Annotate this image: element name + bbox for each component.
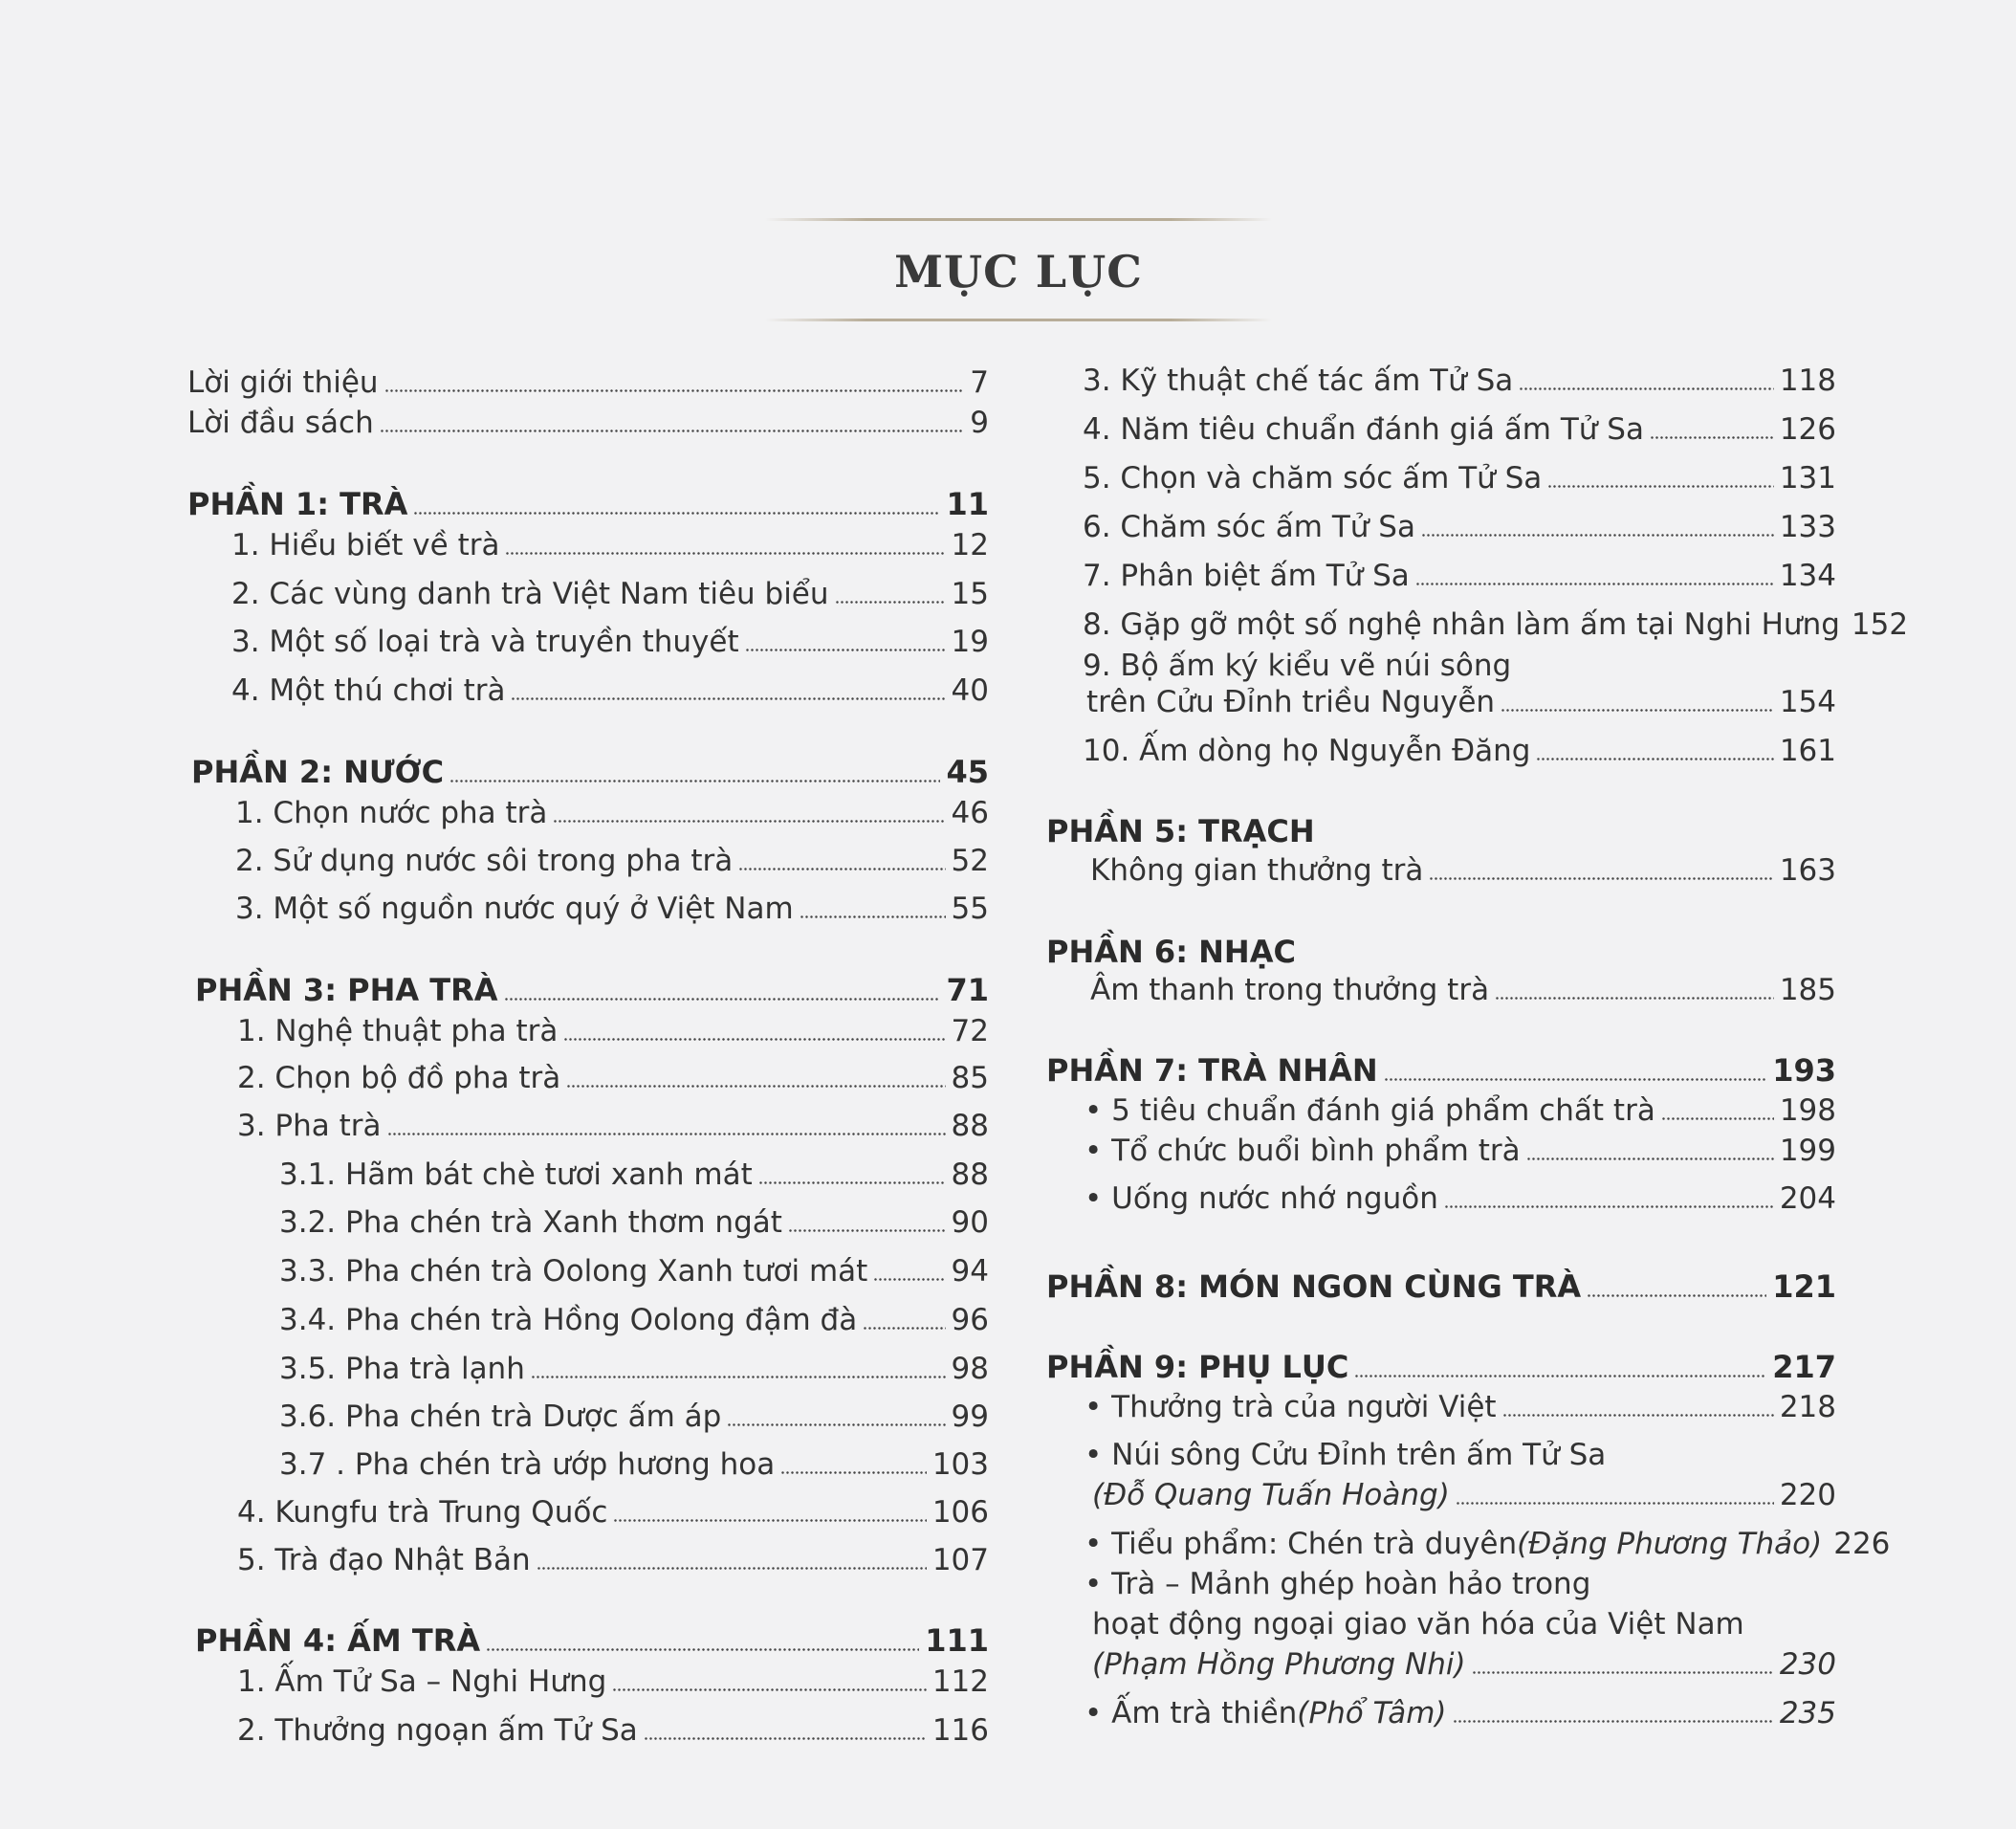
toc-entry[interactable] <box>187 365 989 400</box>
toc-entry[interactable] <box>1083 734 1836 768</box>
toc-page: 134 <box>1779 559 1836 593</box>
leader-dots <box>387 1133 946 1135</box>
toc-label: 10. Ấm dòng họ Nguyễn Đăng <box>1083 734 1531 768</box>
leader-dots <box>1453 1720 1774 1723</box>
toc-entry[interactable] <box>1083 559 1836 593</box>
toc-label: 6. Chăm sóc ấm Tử Sa <box>1083 510 1415 544</box>
leader-dots <box>1502 1414 1774 1417</box>
toc-entry[interactable] <box>187 406 989 440</box>
leader-dots <box>537 1567 927 1570</box>
title-block <box>765 218 1272 321</box>
toc-label: 3.5. Pha trà lạnh <box>279 1352 525 1386</box>
toc-label: 1. Ấm Tử Sa – Nghi Hưng <box>237 1664 607 1699</box>
toc-page: 94 <box>951 1254 989 1289</box>
toc-entry[interactable] <box>279 1205 989 1240</box>
toc-entry[interactable] <box>235 796 989 830</box>
toc-label: PHẦN 3: PHA TRÀ <box>195 972 498 1008</box>
toc-entry[interactable] <box>231 528 989 562</box>
toc-entry[interactable] <box>1085 1390 1836 1424</box>
toc-page: 11 <box>946 486 989 522</box>
toc-label: 3.1. Hãm bát chè tươi xanh mát <box>279 1157 753 1192</box>
toc-label: Lời giới thiệu <box>187 365 379 400</box>
toc-entry[interactable] <box>1083 412 1836 447</box>
toc-entry[interactable] <box>237 1664 989 1699</box>
leader-dots <box>504 998 941 1001</box>
leader-dots <box>1444 1205 1774 1208</box>
toc-label: 9. Bộ ấm ký kiểu vẽ núi sông <box>1083 649 1512 683</box>
toc-label: PHẦN 1: TRÀ <box>187 486 408 522</box>
toc-page: 185 <box>1779 973 1836 1007</box>
toc-label: 3.2. Pha chén trà Xanh thơm ngát <box>279 1205 782 1240</box>
toc-page: 163 <box>1779 853 1836 888</box>
toc-author: (Phổ Tâm) <box>1297 1696 1447 1730</box>
toc-entry[interactable] <box>1090 853 1836 888</box>
leader-dots <box>1587 1294 1766 1297</box>
toc-label: 5. Chọn và chăm sóc ấm Tử Sa <box>1083 461 1543 496</box>
leader-dots <box>758 1181 946 1184</box>
toc-page: 40 <box>951 673 989 708</box>
leader-dots <box>738 868 945 870</box>
toc-page: 112 <box>931 1664 989 1699</box>
toc-label: (Phạm Hồng Phương Nhi) <box>1092 1647 1466 1682</box>
toc-page: 106 <box>931 1495 989 1530</box>
toc-page: 133 <box>1779 510 1836 544</box>
title-rule-bottom <box>765 319 1272 321</box>
leader-dots <box>613 1519 926 1522</box>
leader-dots <box>566 1085 945 1088</box>
toc-page: 88 <box>951 1157 989 1192</box>
toc-entry[interactable] <box>231 577 989 611</box>
toc-page: 88 <box>951 1109 989 1143</box>
toc-label: 3.7 . Pha chén trà ướp hương hoa <box>279 1447 776 1482</box>
toc-part-heading[interactable] <box>195 1622 989 1659</box>
toc-label: PHẦN 4: ẤM TRÀ <box>195 1622 481 1659</box>
toc-label: 3. Pha trà <box>237 1109 382 1143</box>
leader-dots <box>1456 1502 1774 1505</box>
leader-dots <box>1415 583 1774 585</box>
toc-entry[interactable] <box>231 625 989 659</box>
toc-label: • Tiểu phẩm: Chén trà duyên <box>1085 1527 1518 1561</box>
toc-page: 71 <box>946 972 989 1008</box>
toc-page: 107 <box>931 1543 989 1577</box>
toc-entry[interactable] <box>1085 1093 1836 1128</box>
toc-entry[interactable] <box>235 844 989 878</box>
toc-page: 103 <box>931 1447 989 1482</box>
toc-page: 161 <box>1779 734 1836 768</box>
leader-dots <box>612 1688 927 1691</box>
toc-label: 2. Sử dụng nước sôi trong pha trà <box>235 844 734 878</box>
leader-dots <box>1429 877 1773 880</box>
toc-label: 3.4. Pha chén trà Hồng Oolong đậm đà <box>279 1303 858 1337</box>
toc-page: 72 <box>951 1014 989 1048</box>
leader-dots <box>1384 1078 1767 1081</box>
toc-page: 126 <box>1779 412 1836 447</box>
toc-label: • 5 tiêu chuẩn đánh giá phẩm chất trà <box>1085 1093 1655 1128</box>
toc-page: 99 <box>951 1399 989 1434</box>
toc-label: hoạt động ngoại giao văn hóa của Việt Nam <box>1092 1607 1744 1642</box>
toc-page: 55 <box>951 892 989 926</box>
toc-page: 9 <box>970 406 989 440</box>
toc-label: 2. Thưởng ngoạn ấm Tử Sa <box>237 1713 638 1748</box>
toc-page: 217 <box>1772 1349 1836 1385</box>
leader-dots <box>511 697 945 700</box>
leader-dots <box>1501 709 1774 712</box>
toc-entry[interactable] <box>279 1254 989 1289</box>
toc-entry[interactable] <box>1083 510 1836 544</box>
toc-label: PHẦN 9: PHỤ LỤC <box>1046 1349 1349 1385</box>
toc-entry[interactable] <box>237 1061 989 1095</box>
leader-dots <box>1547 485 1774 488</box>
toc-entry[interactable] <box>279 1399 989 1434</box>
toc-entry[interactable] <box>1092 1647 1836 1682</box>
toc-part-heading[interactable] <box>1046 1349 1836 1385</box>
toc-label: PHẦN 8: MÓN NGON CÙNG TRÀ <box>1046 1268 1582 1305</box>
toc-label: PHẦN 7: TRÀ NHÂN <box>1046 1052 1378 1089</box>
toc-page: 152 <box>1851 607 1909 642</box>
leader-dots <box>1519 387 1774 390</box>
toc-entry[interactable] <box>279 1447 989 1482</box>
leader-dots <box>449 780 940 782</box>
toc-page: 235 <box>1779 1696 1836 1730</box>
toc-page: 85 <box>951 1061 989 1095</box>
toc-part-heading[interactable] <box>1046 1268 1836 1305</box>
toc-part-heading[interactable] <box>1046 1052 1836 1089</box>
leader-dots <box>413 512 940 515</box>
toc-page: 15 <box>951 577 989 611</box>
toc-label: 3. Một số nguồn nước quý ở Việt Nam <box>235 892 794 926</box>
toc-entry[interactable] <box>279 1352 989 1386</box>
toc-label: 2. Chọn bộ đồ pha trà <box>237 1061 561 1095</box>
leader-dots <box>644 1737 927 1740</box>
toc-page: 204 <box>1779 1181 1836 1216</box>
toc-page: 198 <box>1779 1093 1836 1128</box>
leader-dots <box>384 389 965 392</box>
toc-label: • Ấm trà thiền <box>1085 1696 1298 1730</box>
toc-entry[interactable] <box>237 1109 989 1143</box>
leader-dots <box>727 1423 945 1426</box>
leader-dots <box>486 1648 919 1651</box>
toc-label: PHẦN 2: NƯỚC <box>191 754 445 790</box>
toc-page: 7 <box>970 365 989 400</box>
toc-entry[interactable] <box>1085 1696 1836 1730</box>
toc-page: 45 <box>946 754 989 790</box>
toc-entry[interactable] <box>1086 685 1836 719</box>
leader-dots <box>1661 1117 1774 1120</box>
toc-label: trên Cửu Đỉnh triều Nguyễn <box>1086 685 1496 719</box>
leader-dots <box>1472 1671 1774 1674</box>
toc-label: 7. Phân biệt ấm Tử Sa <box>1083 559 1410 593</box>
leader-dots <box>563 1038 945 1041</box>
leader-dots <box>380 430 965 432</box>
toc-label: Không gian thưởng trà <box>1090 853 1424 888</box>
toc-label: 1. Nghệ thuật pha trà <box>237 1014 559 1048</box>
toc-page: 52 <box>951 844 989 878</box>
leader-dots <box>863 1327 945 1330</box>
toc-label: 3.6. Pha chén trà Dược ấm áp <box>279 1399 722 1434</box>
toc-label: 4. Kungfu trà Trung Quốc <box>237 1495 608 1530</box>
toc-label: 4. Năm tiêu chuẩn đánh giá ấm Tử Sa <box>1083 412 1644 447</box>
leader-dots <box>835 601 946 604</box>
leader-dots <box>780 1471 927 1474</box>
toc-label: • Trà – Mảnh ghép hoàn hảo trong <box>1085 1567 1591 1601</box>
toc-label: 8. Gặp gỡ một số nghệ nhân làm ấm tại Nghi Hưng <box>1083 607 1840 642</box>
toc-label: • Thưởng trà của người Việt <box>1085 1390 1497 1424</box>
toc-entry[interactable] <box>237 1713 989 1748</box>
toc-entry[interactable] <box>237 1495 989 1530</box>
leader-dots <box>1495 997 1774 1000</box>
toc-author: (Đặng Phương Thảo) <box>1517 1527 1823 1561</box>
toc-page: 230 <box>1779 1647 1836 1682</box>
toc-page: 98 <box>951 1352 989 1386</box>
toc-label: • Núi sông Cửu Đỉnh trên ấm Tử Sa <box>1085 1438 1607 1472</box>
toc-label: • Uống nước nhớ nguồn <box>1085 1181 1438 1216</box>
toc-page: 199 <box>1779 1134 1836 1168</box>
toc-label: 1. Chọn nước pha trà <box>235 796 548 830</box>
toc-part-heading[interactable]: PHẦN 6: NHẠC <box>1046 934 1296 970</box>
leader-dots <box>800 915 946 918</box>
toc-entry[interactable] <box>1085 1181 1836 1216</box>
toc-entry[interactable] <box>1085 1527 1891 1561</box>
toc-label: • Tổ chức buổi bình phẩm trà <box>1085 1134 1521 1168</box>
toc-part-heading[interactable] <box>195 972 989 1008</box>
toc-part-heading[interactable] <box>191 754 989 790</box>
toc-page: 96 <box>951 1303 989 1337</box>
toc-page: 12 <box>951 528 989 562</box>
toc-entry[interactable] <box>231 673 989 708</box>
leader-dots <box>1536 758 1773 760</box>
toc-label: 3. Một số loại trà và truyền thuyết <box>231 625 739 659</box>
toc-page: 46 <box>951 796 989 830</box>
toc-page: 111 <box>925 1622 989 1659</box>
toc-label: 5. Trà đạo Nhật Bản <box>237 1543 531 1577</box>
leader-dots <box>505 552 945 555</box>
toc-page: 19 <box>951 625 989 659</box>
toc-page: 116 <box>931 1713 989 1748</box>
toc-page: 218 <box>1779 1390 1836 1424</box>
toc-page: 220 <box>1779 1478 1836 1512</box>
toc-label: 1. Hiểu biết về trà <box>231 528 500 562</box>
toc-entry[interactable] <box>1083 461 1836 496</box>
toc-label: (Đỗ Quang Tuấn Hoàng) <box>1092 1478 1450 1512</box>
toc-page: 154 <box>1779 685 1836 719</box>
leader-dots <box>1650 436 1774 439</box>
toc-entry[interactable] <box>235 892 989 926</box>
leader-dots <box>788 1229 946 1232</box>
leader-dots <box>531 1376 946 1378</box>
leader-dots <box>873 1278 945 1281</box>
toc-part-heading[interactable]: PHẦN 5: TRẠCH <box>1046 813 1315 849</box>
leader-dots <box>1526 1157 1774 1160</box>
toc-label: 3. Kỹ thuật chế tác ấm Tử Sa <box>1083 364 1514 398</box>
leader-dots <box>1421 534 1774 537</box>
toc-label: Lời đầu sách <box>187 406 374 440</box>
toc-entry[interactable] <box>237 1543 989 1577</box>
toc-entry[interactable] <box>1090 973 1836 1007</box>
toc-label: 3.3. Pha chén trà Oolong Xanh tươi mát <box>279 1254 868 1289</box>
toc-page: 90 <box>951 1205 989 1240</box>
toc-label: 4. Một thú chơi trà <box>231 673 506 708</box>
toc-part-heading[interactable] <box>187 486 989 522</box>
toc-entry[interactable] <box>279 1157 989 1192</box>
toc-page: 193 <box>1772 1052 1836 1089</box>
toc-page: 131 <box>1779 461 1836 496</box>
leader-dots <box>1354 1375 1766 1377</box>
toc-entry[interactable] <box>1083 364 1836 398</box>
leader-dots <box>745 649 946 651</box>
toc-entry[interactable] <box>1083 607 1909 642</box>
toc-entry[interactable] <box>1092 1478 1836 1512</box>
page-title: MỤC LỤC <box>894 246 1143 297</box>
leader-dots <box>553 820 945 823</box>
toc-label: 2. Các vùng danh trà Việt Nam tiêu biểu <box>231 577 829 611</box>
toc-entry[interactable] <box>279 1303 989 1337</box>
title-rule-top <box>765 218 1272 221</box>
toc-page: 121 <box>1772 1268 1836 1305</box>
toc-page: 118 <box>1779 364 1836 398</box>
toc-label: Âm thanh trong thưởng trà <box>1090 973 1490 1007</box>
toc-entry[interactable] <box>237 1014 989 1048</box>
toc-page: 226 <box>1833 1527 1891 1561</box>
toc-entry[interactable] <box>1085 1134 1836 1168</box>
